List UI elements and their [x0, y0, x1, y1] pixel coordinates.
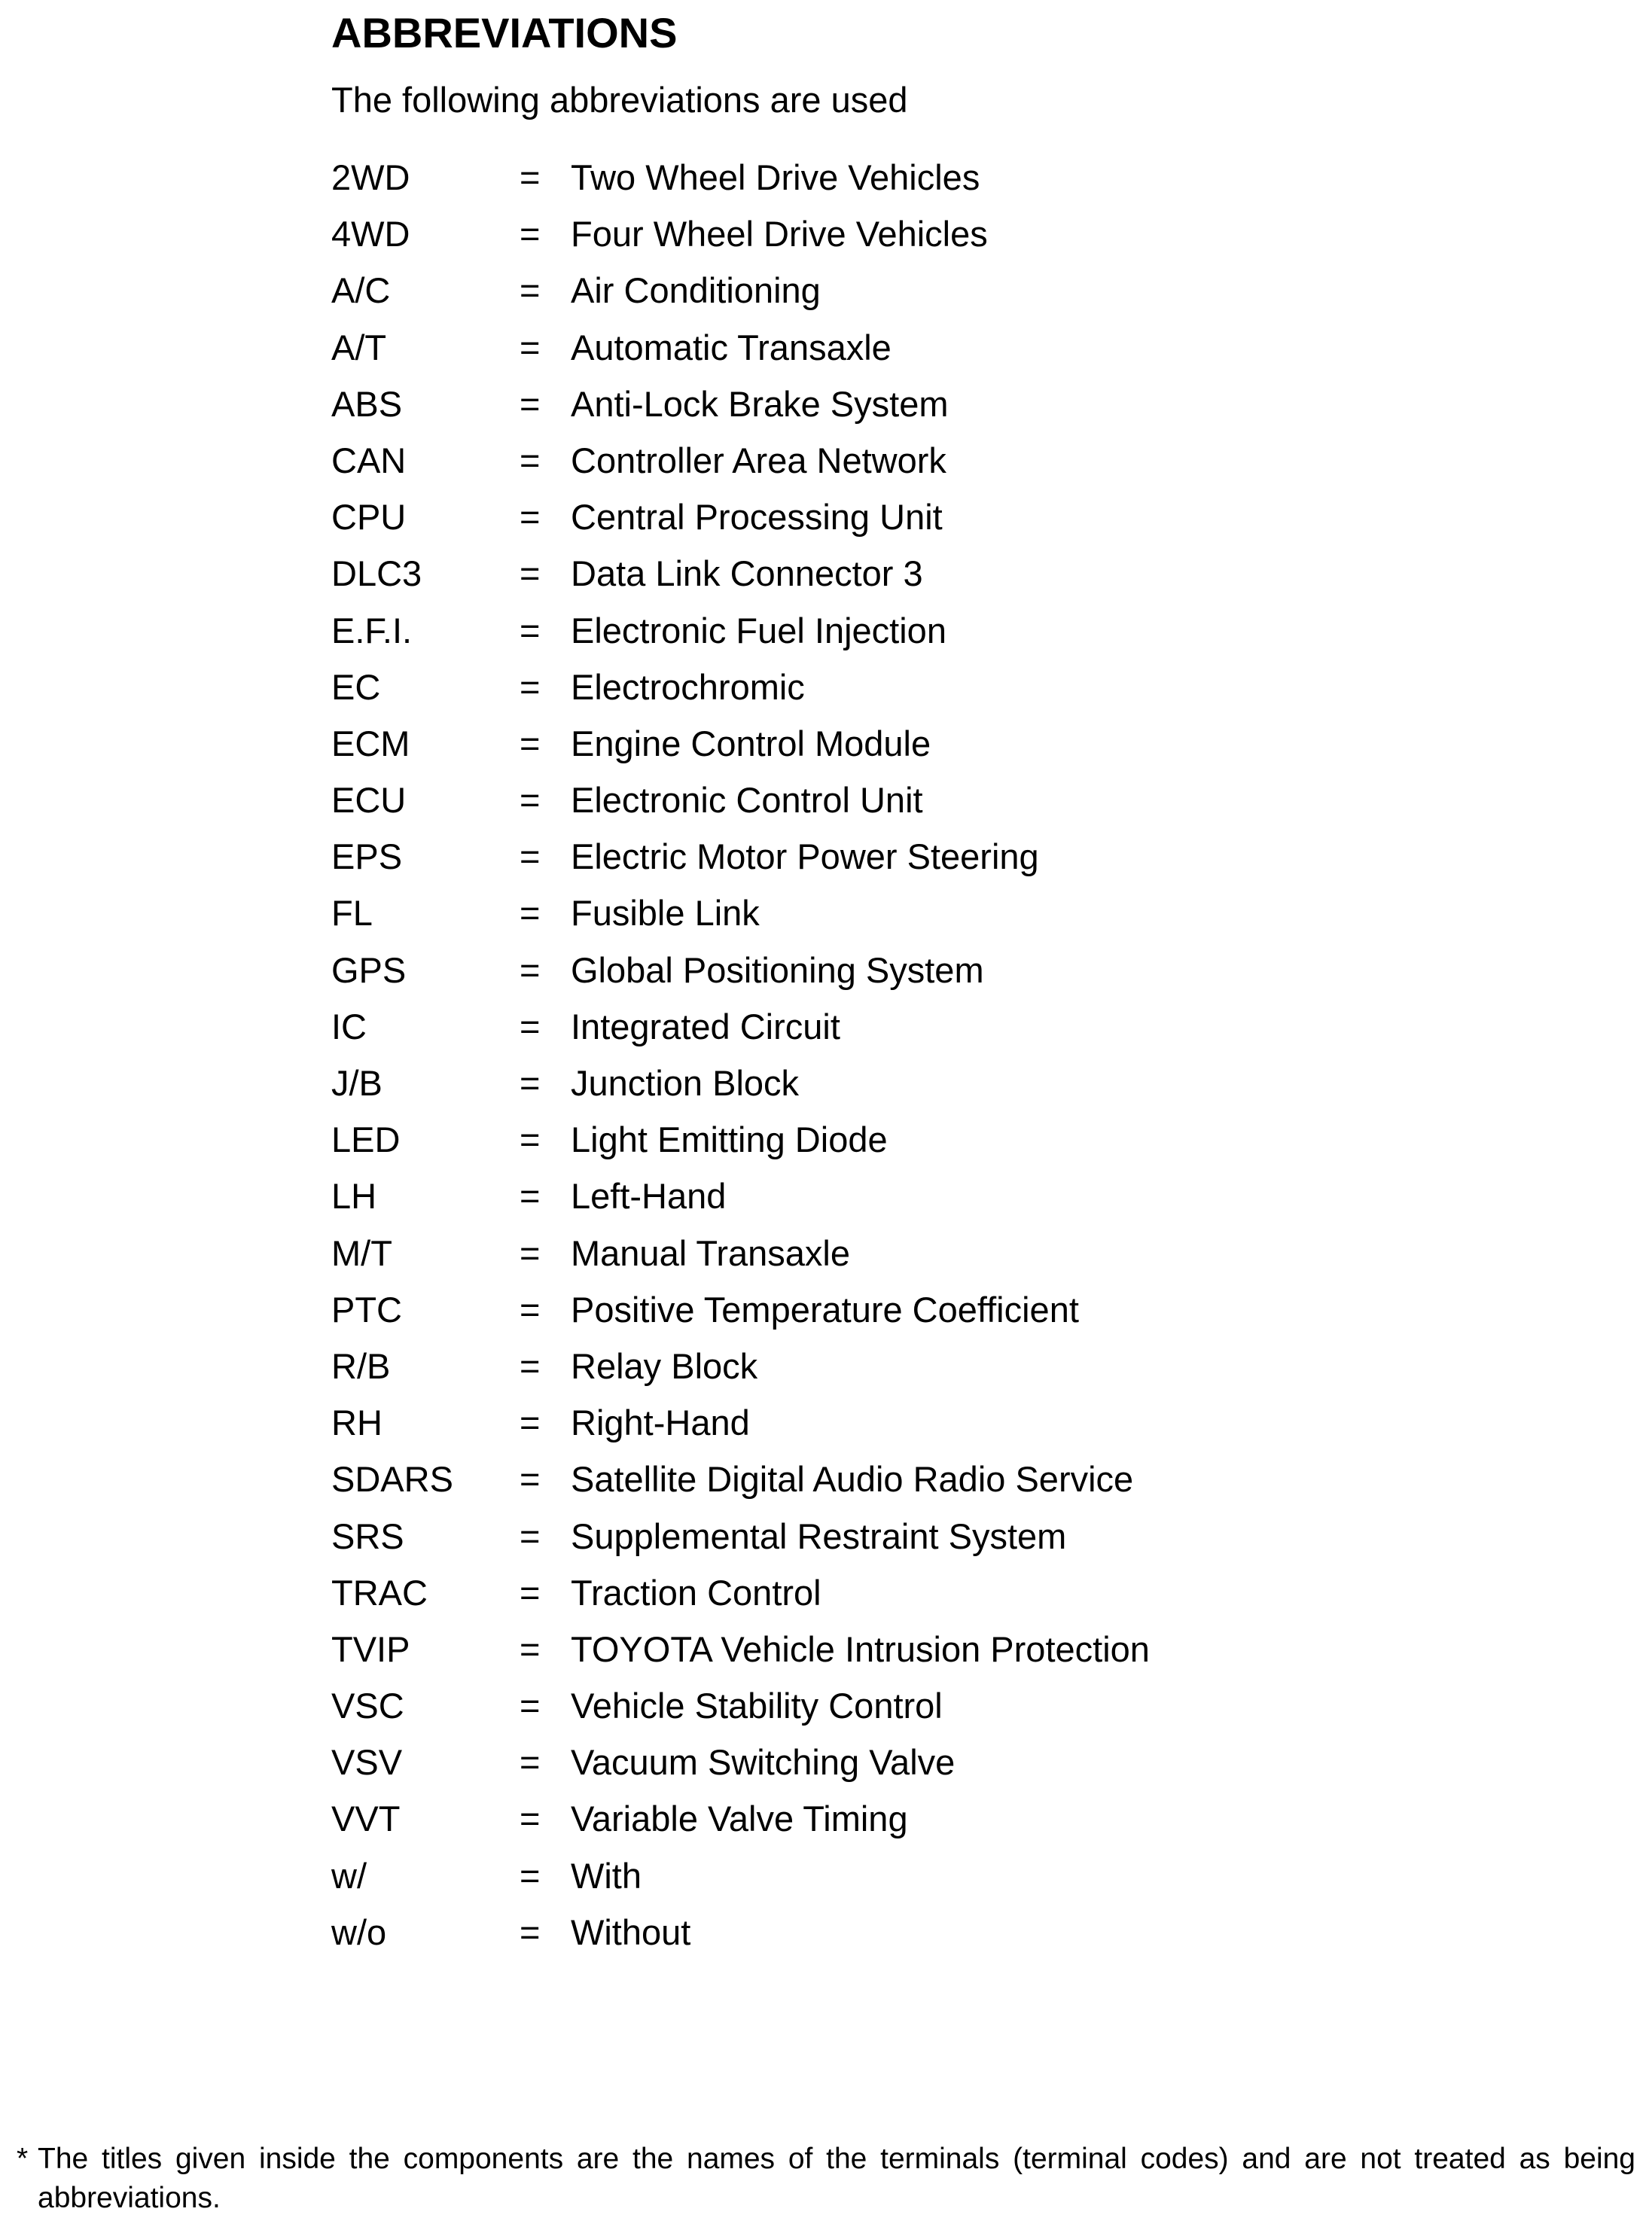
abbreviation-meaning: Vehicle Stability Control — [571, 1686, 943, 1726]
equals-sign: = — [520, 157, 541, 197]
abbreviation-row — [331, 1394, 1150, 1451]
abbreviation-code: CPU — [331, 497, 407, 538]
abbreviation-meaning: Light Emitting Diode — [571, 1120, 888, 1160]
abbreviation-meaning: Air Conditioning — [571, 270, 821, 311]
abbreviation-row — [331, 772, 1150, 828]
abbreviation-meaning: Engine Control Module — [571, 723, 931, 763]
abbreviation-meaning: Junction Block — [571, 1063, 800, 1103]
abbreviation-code: LED — [331, 1120, 401, 1160]
abbreviation-row — [331, 149, 1150, 206]
abbreviation-meaning: Central Processing Unit — [571, 497, 943, 538]
equals-sign: = — [520, 1686, 541, 1726]
abbreviation-meaning: Manual Transaxle — [571, 1232, 850, 1273]
abbreviation-row — [331, 1508, 1150, 1564]
abbreviation-row — [331, 942, 1150, 998]
abbreviation-row — [331, 206, 1150, 262]
equals-sign: = — [520, 553, 541, 594]
equals-sign: = — [520, 949, 541, 990]
abbreviation-meaning: Satellite Digital Audio Radio Service — [571, 1459, 1134, 1500]
abbreviation-row — [331, 998, 1150, 1055]
intro-text: The following abbreviations are used — [331, 80, 908, 120]
abbreviation-row — [331, 1281, 1150, 1338]
page-title: ABBREVIATIONS — [331, 9, 678, 56]
abbreviation-code: R/B — [331, 1345, 391, 1386]
abbreviation-row — [331, 1848, 1150, 1904]
abbreviation-code: VSC — [331, 1686, 404, 1726]
abbreviation-code: ABS — [331, 383, 403, 424]
equals-sign: = — [520, 1742, 541, 1783]
abbreviation-code: DLC3 — [331, 553, 422, 594]
abbreviation-meaning: Vacuum Switching Valve — [571, 1742, 956, 1783]
abbreviation-meaning: Two Wheel Drive Vehicles — [571, 157, 980, 197]
footnote-text: The titles given inside the components are the names of the terminals (terminal codes) and are not treated as being abbreviations. — [38, 2143, 1635, 2214]
abbreviation-meaning: Traction Control — [571, 1572, 821, 1613]
abbreviation-row — [331, 659, 1150, 715]
abbreviation-row — [331, 602, 1150, 659]
abbreviation-row — [331, 432, 1150, 489]
abbreviation-code: CAN — [331, 440, 407, 480]
equals-sign: = — [520, 1459, 541, 1500]
abbreviation-row — [331, 489, 1150, 545]
abbreviation-code: TRAC — [331, 1572, 428, 1613]
abbreviation-row — [331, 885, 1150, 941]
abbreviation-code: GPS — [331, 949, 407, 990]
abbreviation-meaning: Supplemental Restraint System — [571, 1516, 1067, 1556]
abbreviation-row — [331, 1451, 1150, 1507]
abbreviation-row — [331, 715, 1150, 772]
abbreviation-code: E.F.I. — [331, 610, 413, 650]
abbreviation-meaning: Relay Block — [571, 1345, 758, 1386]
abbreviation-meaning: TOYOTA Vehicle Intrusion Protection — [571, 1628, 1150, 1669]
footnote-asterisk: * — [17, 2143, 29, 2175]
abbreviation-row — [331, 1677, 1150, 1734]
abbreviation-code: J/B — [331, 1063, 383, 1103]
abbreviation-code: SRS — [331, 1516, 404, 1556]
abbreviation-meaning: Right-Hand — [571, 1403, 750, 1443]
equals-sign: = — [520, 1289, 541, 1330]
abbreviation-code: IC — [331, 1006, 367, 1046]
abbreviation-meaning: Four Wheel Drive Vehicles — [571, 214, 988, 254]
abbreviation-row — [331, 376, 1150, 432]
abbreviation-code: ECM — [331, 723, 410, 763]
abbreviation-meaning: With — [571, 1855, 642, 1896]
equals-sign: = — [520, 1176, 541, 1217]
abbreviation-code: M/T — [331, 1232, 392, 1273]
equals-sign: = — [520, 214, 541, 254]
abbreviation-meaning: Electric Motor Power Steering — [571, 836, 1039, 877]
equals-sign: = — [520, 610, 541, 650]
equals-sign: = — [520, 327, 541, 367]
abbreviation-meaning: Electronic Fuel Injection — [571, 610, 946, 650]
equals-sign: = — [520, 666, 541, 707]
abbreviation-row — [331, 1621, 1150, 1677]
abbreviation-row — [331, 319, 1150, 376]
abbreviation-row — [331, 1111, 1150, 1168]
abbreviation-row — [331, 1225, 1150, 1281]
abbreviation-code: A/C — [331, 270, 391, 311]
abbreviation-list — [331, 149, 1150, 1960]
abbreviation-code: w/o — [331, 1912, 387, 1952]
abbreviation-meaning: Positive Temperature Coefficient — [571, 1289, 1079, 1330]
equals-sign: = — [520, 1232, 541, 1273]
equals-sign: = — [520, 497, 541, 538]
abbreviation-row — [331, 1904, 1150, 1960]
abbreviation-meaning: Fusible Link — [571, 893, 760, 934]
equals-sign: = — [520, 1345, 541, 1386]
abbreviation-code: FL — [331, 893, 373, 934]
equals-sign: = — [520, 723, 541, 763]
equals-sign: = — [520, 893, 541, 934]
abbreviation-code: 2WD — [331, 157, 410, 197]
abbreviation-row — [331, 1734, 1150, 1790]
equals-sign: = — [520, 1516, 541, 1556]
abbreviation-code: LH — [331, 1176, 377, 1217]
abbreviation-row — [331, 1055, 1150, 1111]
abbreviation-code: 4WD — [331, 214, 410, 254]
equals-sign: = — [520, 1120, 541, 1160]
abbreviation-code: EC — [331, 666, 381, 707]
equals-sign: = — [520, 836, 541, 877]
equals-sign: = — [520, 1855, 541, 1896]
abbreviation-row — [331, 1790, 1150, 1847]
abbreviation-meaning: Left-Hand — [571, 1176, 727, 1217]
footnote — [17, 2140, 1635, 2218]
abbreviation-row — [331, 1338, 1150, 1394]
abbreviation-meaning: Integrated Circuit — [571, 1006, 840, 1046]
equals-sign: = — [520, 1063, 541, 1103]
abbreviation-code: VSV — [331, 1742, 403, 1783]
abbreviation-row — [331, 545, 1150, 602]
abbreviation-row — [331, 1168, 1150, 1224]
abbreviation-meaning: Without — [571, 1912, 691, 1952]
equals-sign: = — [520, 1628, 541, 1669]
abbreviation-meaning: Data Link Connector 3 — [571, 553, 923, 594]
abbreviation-meaning: Electrochromic — [571, 666, 805, 707]
equals-sign: = — [520, 383, 541, 424]
abbreviation-meaning: Anti-Lock Brake System — [571, 383, 949, 424]
equals-sign: = — [520, 1799, 541, 1839]
abbreviation-meaning: Controller Area Network — [571, 440, 946, 480]
equals-sign: = — [520, 1403, 541, 1443]
abbreviation-row — [331, 828, 1150, 885]
abbreviation-meaning: Automatic Transaxle — [571, 327, 892, 367]
equals-sign: = — [520, 270, 541, 311]
equals-sign: = — [520, 1572, 541, 1613]
abbreviation-meaning: Variable Valve Timing — [571, 1799, 908, 1839]
equals-sign: = — [520, 440, 541, 480]
abbreviation-row — [331, 1564, 1150, 1621]
equals-sign: = — [520, 1006, 541, 1046]
equals-sign: = — [520, 780, 541, 821]
abbreviation-meaning: Global Positioning System — [571, 949, 984, 990]
abbreviation-code: RH — [331, 1403, 383, 1443]
abbreviation-code: SDARS — [331, 1459, 453, 1500]
abbreviation-meaning: Electronic Control Unit — [571, 780, 923, 821]
abbreviation-code: A/T — [331, 327, 387, 367]
abbreviation-code: PTC — [331, 1289, 402, 1330]
abbreviation-code: EPS — [331, 836, 403, 877]
equals-sign: = — [520, 1912, 541, 1952]
abbreviation-code: w/ — [331, 1855, 367, 1896]
abbreviation-code: VVT — [331, 1799, 401, 1839]
abbreviation-row — [331, 262, 1150, 318]
abbreviation-code: ECU — [331, 780, 407, 821]
abbreviation-code: TVIP — [331, 1628, 410, 1669]
